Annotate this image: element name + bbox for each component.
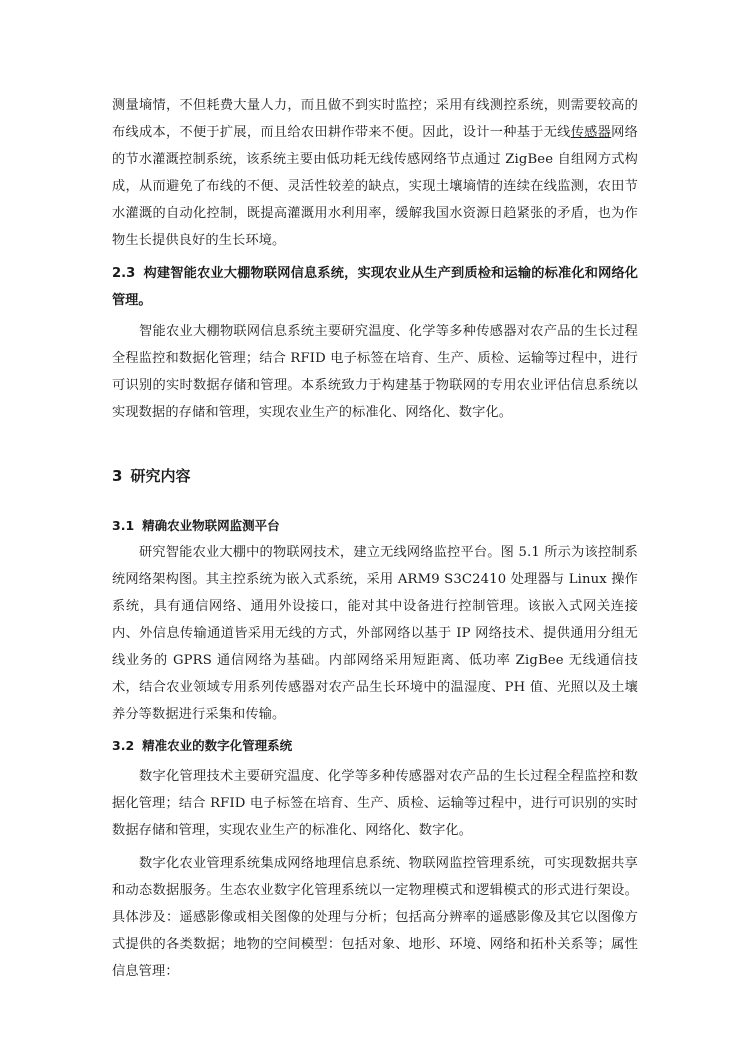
section-title: 精准农业的数字化管理系统 [142, 738, 293, 753]
paragraph-text: 测量墒情，不但耗费大量人力，而且做不到实时监控；采用有线测控系统，则需要较高的布线成本，不便于扩展，而且给农田耕作带来不便。因此，设计一种基于无线 [112, 98, 638, 140]
paragraph-monitoring-platform: 研究智能农业大棚中的物联网技术，建立无线网络监控平台。图 5.1 所示为该控制系统网络架构图。其主控系统为嵌入式系统，采用 ARM9 S3C2410 处理器与 Linux 操作系统，具有通信网络、通用外设接口，能对其中设备进行控制管理。该嵌入式网关连接内、外信息传输通道皆采用无线的方式，外部网络以基于 IP 网络技术、提供通用分组无线业务的 GPRS 通信网络为基础。内部网络采用短距离、低功率 ZigBee 无线通信技术，结合农业领域专用系列传感器对农产品生长环境中的温湿度、PH 值、光照以及土壤养分等数据进行采集和传输。 [112, 545, 638, 722]
section-title: 构建智能农业大棚物联网信息系统，实现农业从生产到质检和运输的标准化和网络化管理。 [112, 266, 638, 308]
section-heading-2-3 [112, 260, 638, 314]
paragraph-iot-system: 智能农业大棚物联网信息系统主要研究温度、化学等多种传感器对农产品的生长过程全程监控和数据化管理；结合 RFID 电子标签在培育、生产、质检、运输等过程中，进行可识别的实时数据存储和管理。本系统致力于构建基于物联网的专用农业评估信息系统以实现数据的存储和管理，实现农业生产的标准化、网络化、数字化。 [112, 324, 638, 420]
section-number: 2.3 [112, 266, 136, 281]
section-title: 精确农业物联网监测平台 [142, 518, 280, 533]
section-heading-3-2 [112, 732, 638, 759]
chapter-heading-3 [112, 462, 638, 490]
paragraph-digital-agri-system: 数字化农业管理系统集成网络地理信息系统、物联网监控管理系统，可实现数据共享和动态数据服务。生态农业数字化管理系统以一定物理模式和逻辑模式的形式进行架设。具体涉及：遥感影像或相关图像的处理与分析；包括高分辨率的遥感影像及其它以图像方式提供的各类数据；地物的空间模型：包括对象、地形、环境、网络和拓朴关系等；属性信息管理： [112, 856, 638, 979]
section-number: 3.1 [112, 518, 135, 533]
paragraph-irrigation [112, 92, 638, 254]
paragraph-text: 网络的节水灌溉控制系统，该系统主要由低功耗无线传感网络节点通过 ZigBee 自组网方式构成，从而避免了布线的不便、灵活性较差的缺点，实现土壤墒情的连续在线监测，农田节水灌溉的自动化控制，既提高灌溉用水利用率，缓解我国水资源日趋紧张的矛盾，也为作物生长提供良好的生长环境。 [112, 125, 638, 248]
section-number: 3 [112, 467, 123, 485]
section-title: 研究内容 [130, 467, 191, 485]
paragraph-digital-management: 数字化管理技术主要研究温度、化学等多种传感器对农产品的生长过程全程监控和数据化管理；结合 RFID 电子标签在培育、生产、质检、运输等过程中，进行可识别的实时数据存储和管理，实现农业生产的标准化、网络化、数字化。 [112, 769, 638, 838]
sensor-link[interactable]: 传感器 [570, 125, 612, 140]
section-number: 3.2 [112, 738, 135, 753]
section-heading-3-1 [112, 512, 638, 539]
document-body [112, 92, 638, 985]
